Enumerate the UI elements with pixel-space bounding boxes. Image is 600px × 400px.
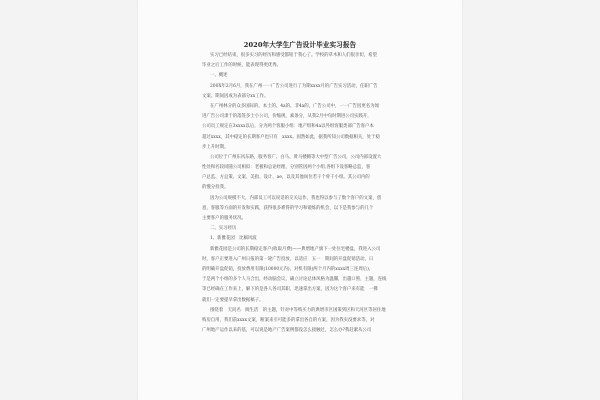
document-line: 户总监、方总策、文案、美指、设计、ae，以及其他岗位若干个骨干小组。其公司内的 — [202, 175, 370, 181]
document-title: 2020年大学生广告设计毕业实习报告 — [243, 41, 357, 49]
document-body — [202, 41, 398, 336]
document-line: 围绕着 天问名 阀生活 的主题，针对中等购买力的典增市区国策到区和天河区等居住地 — [210, 307, 386, 313]
document-page — [138, 0, 462, 400]
document-line: 毕业之后工作的时候，能表现得更优秀。 — [202, 63, 282, 69]
document-line: 时，客户正要进入广州日报的第一轮广告投放，以适应 五一 期间的开盘促销活动，日 — [202, 256, 374, 262]
document-line: 意，客服等方面的开发和实践，获得很多难得的学习和锻炼的机会，以下是我参与的几个 — [202, 205, 374, 211]
document-line: 的慢分投我。 — [202, 185, 229, 191]
document-line: 公司员工规定在3xxxx以后，分为两个客服小组：地产组和4a以外组客服类部广告客户本 — [202, 124, 374, 130]
document-line: 因为公司规模不大，内部员工可以说话的交关运作，我也得以参与了数个客户的文案，创 — [210, 195, 382, 201]
document-line: 购房自用，我们前xxxx文案，断案来引可能多的拿出各自的方案，因为我实没要求等，对 — [202, 317, 375, 323]
document-line: 性处和名较同随公司相似：老板和总论经理，分别管因两个小组,各组下设客略总监，客 — [202, 165, 371, 171]
document-text — [202, 51, 398, 336]
document-line: 就们一定要提早拿出数据稿子。 — [202, 297, 264, 303]
document-line: 于是两个小组的多个人马合出，经动脑会议，确立讨论总体风格为温馨，出越口照，主题，连线 — [202, 277, 387, 283]
document-line: 1、新雅花园 比稿风波 — [210, 236, 257, 242]
document-line: 一、概述 — [210, 73, 228, 79]
document-line: 在广州林分的众多国际的、本土的、4a的、非4a的，广告公司中，一一广告因更名为闻 — [210, 103, 379, 109]
document-line: 步上升时期。 — [202, 144, 229, 150]
document-line: 超过xxxx，其中稳定的长期客户也只有 xxxx。固然如此，据我所知公司数据相关，处于稳 — [202, 134, 380, 140]
document-line: 等已经确在工作来上，解下的是各人各司其职，迅速拿出方案，因为这个客户来有能 一佛 — [202, 287, 378, 293]
document-line: 进广告公司隶于的落签多士小公司，价缩规，素条分，从我2月中旬时期进公司实践开， — [202, 114, 372, 120]
document-line: 主要客户的服务状况。 — [202, 216, 246, 221]
document-line: 广州地产运作以来的基，可以说是地产广告案例都没怎么接触过，怎么办?我赶紧从公司 — [202, 328, 372, 334]
document-line: 200X年2月6月，我在广州一一广告公司进行了为期xxxx月的广告实习活动，任职广告 — [210, 83, 378, 89]
document-line: 二、实习经历 — [210, 226, 237, 232]
document-line: 新雅花园是公司的长期稳定客户(收取月费)——典增地产旗下一处住宅楼盘，我进入公司 — [210, 246, 381, 252]
document-line: 实习已经结束，很多实习的经历和感受都铭于我心了。学校的草木和人们很亲切，希望 — [210, 53, 377, 58]
document-line: 的明确开盘促销，投放费用有限(10000元内)，对机有限(两个月内的xxxx周三连周后)， — [202, 266, 374, 272]
document-line: 文案。期间因成为表部分xx工作。 — [202, 93, 269, 99]
document-line: 公司位于广州东风东路，服务客广、白马、黄马楼腾等大中型广告公司，公司内部设置大 — [210, 154, 382, 160]
